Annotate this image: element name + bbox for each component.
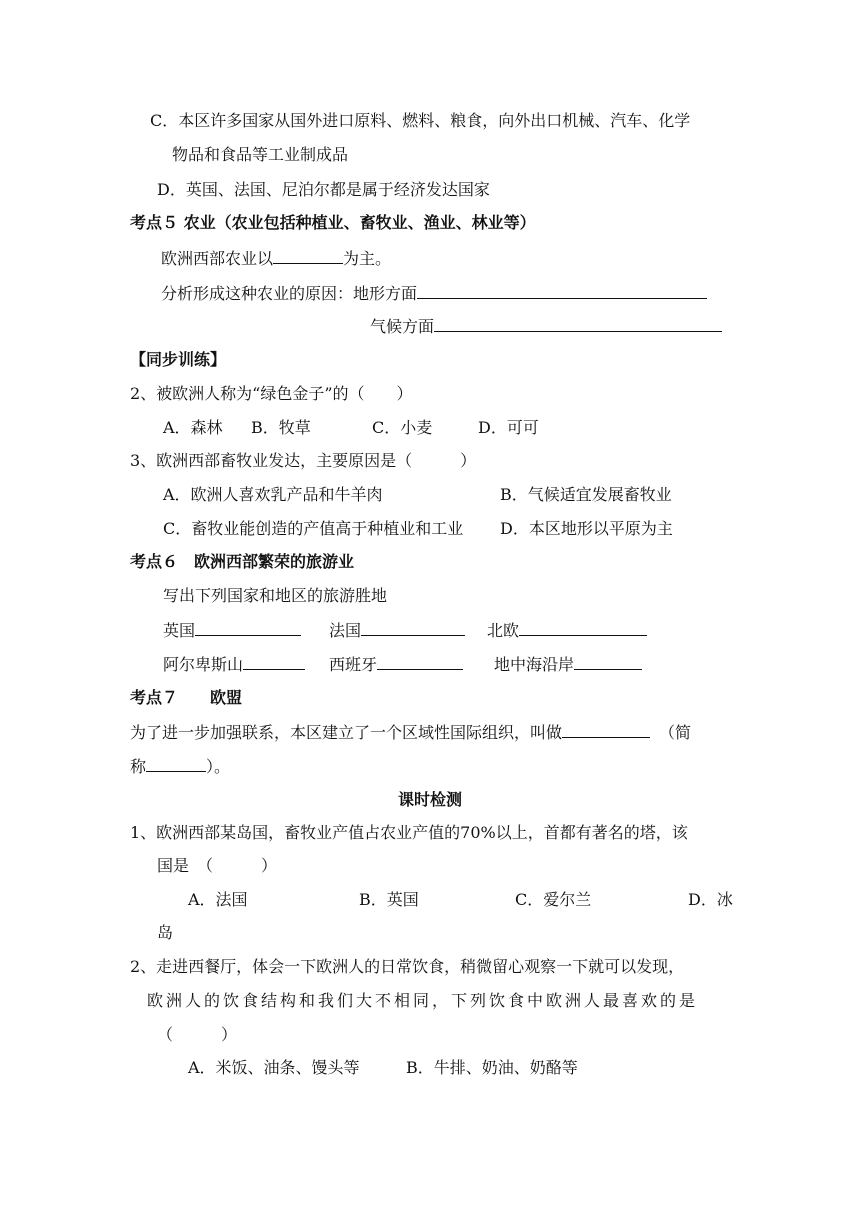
kaodian7-heading: 考点７ 欧盟 (130, 688, 243, 707)
tourism-mediterranean-label: 地中海沿岸 (494, 655, 575, 674)
tourism-uk-label: 英国 (163, 621, 196, 640)
eu-fullname-blank[interactable] (562, 722, 650, 738)
kaodian7-line2 (130, 756, 230, 777)
q2-option-d: D．可可 (478, 418, 539, 437)
option-d: D．英国、法国、尼泊尔都是属于经济发达国家 (157, 180, 490, 199)
tourism-mediterranean-blank[interactable] (574, 654, 642, 670)
kaodian5-line1-pre: 欧洲西部农业以 (161, 249, 274, 268)
q3-option-b: B．气候适宜发展畜牧业 (500, 485, 672, 504)
kaodian7-line2-post: ）。 (206, 757, 231, 776)
terrain-blank[interactable] (417, 283, 707, 299)
kaodian6-intro: 写出下列国家和地区的旅游胜地 (163, 586, 388, 605)
tourism-uk (163, 620, 301, 641)
kaodian5-line1 (161, 248, 391, 269)
test-q1-option-d-wrap: 岛 (157, 923, 174, 942)
agriculture-type-blank[interactable] (273, 248, 343, 264)
kaodian6-heading: 考点６ 欧洲西部繁荣的旅游业 (130, 552, 355, 571)
tourism-alps-label: 阿尔卑斯山 (163, 655, 244, 674)
kaodian5-heading: 考点５ 农业（农业包括种植业、畜牧业、渔业、林业等） (130, 213, 536, 232)
kaodian7-line2-pre: 称 (130, 757, 147, 776)
test-q1-option-d: D．冰 (688, 890, 733, 909)
test-heading: 课时检测 (398, 790, 463, 809)
tourism-mediterranean (494, 654, 642, 675)
q2-option-a: A．森林 (163, 418, 223, 437)
kaodian7-line1-post: （简 (659, 723, 692, 742)
tourism-alps-blank[interactable] (243, 654, 305, 670)
test-q2-option-b: B．牛排、奶油、奶酪等 (406, 1058, 578, 1077)
tourism-france-label: 法国 (329, 621, 362, 640)
kaodian5-line1-post: 为主。 (343, 249, 392, 268)
kaodian5-line2 (161, 283, 707, 304)
q3-option-c: C．畜牧业能创造的产值高于种植业和工业 (163, 519, 464, 538)
tourism-spain-label: 西班牙 (329, 655, 378, 674)
tourism-france-blank[interactable] (361, 620, 465, 636)
climate-label: 气候方面 (370, 317, 435, 336)
tourism-north-europe-label: 北欧 (487, 621, 520, 640)
test-q1-stem-line1: 1、欧洲西部某岛国，畜牧业产值占农业产值的70%以上，首都有著名的塔，该 (130, 823, 688, 842)
test-q1-option-a: A．法国 (188, 890, 248, 909)
q3-option-a: A．欧洲人喜欢乳产品和牛羊肉 (163, 485, 383, 504)
q3-option-d: D．本区地形以平原为主 (500, 519, 673, 538)
eu-abbrev-blank[interactable] (146, 756, 206, 772)
terrain-label: 分析形成这种农业的原因：地形方面 (161, 284, 418, 303)
test-q1-stem-line2: 国是 （ ） (157, 856, 278, 875)
sync-training-heading: 【同步训练】 (130, 350, 227, 369)
test-q2-stem-line1: 2、走进西餐厅，体会一下欧洲人的日常饮食，稍微留心观察一下就可以发现， (130, 957, 685, 976)
kaodian7-line1-pre: 为了进一步加强联系，本区建立了一个区域性国际组织，叫做 (130, 723, 563, 742)
q2-stem: 2、被欧洲人称为“绿色金子”的（ ） (130, 384, 413, 403)
climate-blank[interactable] (434, 316, 722, 332)
test-q2-stem-line2: 欧洲人的饮食结构和我们大不相同，下列饮食中欧洲人最喜欢的是 (147, 991, 699, 1010)
option-c-line2: 物品和食品等工业制成品 (172, 145, 349, 164)
test-q2-stem-line3: （ ） (157, 1025, 238, 1044)
kaodian7-line1 (130, 722, 691, 743)
tourism-france (329, 620, 465, 641)
tourism-north-europe (487, 620, 647, 641)
kaodian5-line3 (370, 316, 722, 337)
test-q1-option-c: C．爱尔兰 (515, 890, 592, 909)
tourism-spain (329, 654, 463, 675)
q2-option-c: C．小麦 (372, 418, 433, 437)
tourism-spain-blank[interactable] (377, 654, 463, 670)
tourism-uk-blank[interactable] (195, 620, 301, 636)
q2-option-b: B．牧草 (251, 418, 311, 437)
q3-stem: 3、欧洲西部畜牧业发达，主要原因是（ ） (130, 451, 477, 470)
tourism-alps (163, 654, 305, 675)
test-q2-option-a: A．米饭、油条、馒头等 (188, 1058, 360, 1077)
tourism-north-europe-blank[interactable] (519, 620, 647, 636)
test-q1-option-b: B．英国 (359, 890, 419, 909)
option-c-line1: C．本区许多国家从国外进口原料、燃料、粮食，向外出口机械、汽车、化学 (150, 111, 691, 130)
